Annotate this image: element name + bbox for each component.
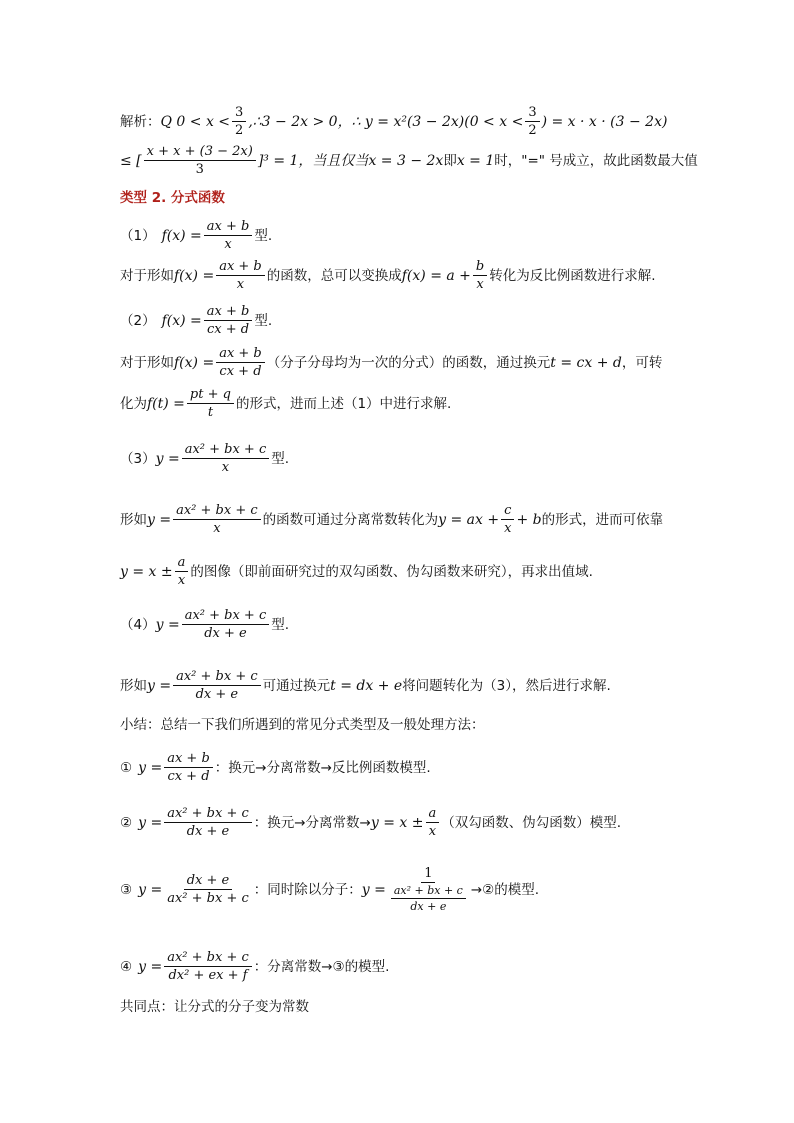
type2-description-2: 化为 f(t) = $\frac{pt + q}{t}$ 的形式，进而上述（1）中进行求解.	[120, 387, 452, 420]
analysis-math-3: ) = x · x · (3 − 2x)	[541, 113, 668, 130]
analysis-math-1: Q 0 < x <	[160, 113, 231, 130]
summary-item-2: ② y = $\frac{\text{ax² + bx + c}}{dx + e}$ ：换元→分离常数→ y = x ± $\frac{a}{x}$ （双勾函数、伪勾函数）模型.	[120, 806, 622, 839]
analysis-label: 解析：	[120, 113, 161, 130]
type3-heading: （3） y = $\frac{\text{ax² + bx + c}}{x}$ 型.	[120, 442, 290, 475]
section-title: 类型 2. 分式函数	[120, 190, 225, 206]
type3-description: 形如 y = $\frac{\text{ax² + bx + c}}{x}$ 的函数可通过分离常数转化为 y = ax + $\frac{c}{x}$ + b 的形式，进而可依靠	[120, 503, 664, 536]
analysis-line-1	[120, 105, 667, 138]
type4-heading: （4） y = $\frac{\text{ax² + bx + c}}{dx + e}$ 型.	[120, 608, 290, 641]
common-point: 共同点：让分式的分子变为常数	[120, 999, 309, 1015]
type2-heading: （2） f(x) = $\frac{ax + b}{cx + d}$ 型.	[120, 304, 273, 337]
summary-title: 小结：总结一下我们所遇到的常见分式类型及一般处理方法：	[120, 717, 485, 733]
type1-heading: （1） f(x) = $\frac{ax + b}{x}$ 型.	[120, 219, 273, 252]
analysis-line-2: ≤ [ $\frac{x + x + (3 - 2x)}{3}$ ]³ = 1，当且仅当 x = 3 − 2x 即 x = 1 时，"=" 号成立，故此函数最大值	[120, 144, 698, 177]
fraction-3-2-b: $\frac{3}{2}$	[525, 105, 539, 138]
summary-item-3: ③ y = $\frac{dx + e}{\text{ax² + bx + c}}$ ：同时除以分子： y = $\frac{1}{\frac{\text{ax² + bx + c}}{dx + e}}$ →②的模型.	[120, 866, 540, 913]
summary-item-1: ① y = $\frac{ax + b}{cx + d}$ ：换元→分离常数→反比例函数模型.	[120, 751, 431, 784]
type3-description-2: y = x ± $\frac{a}{x}$ 的图像（即前面研究过的双勾函数、伪勾函数来研究），再求出值域.	[120, 555, 593, 588]
type4-description: 形如 y = $\frac{\text{ax² + bx + c}}{dx + e}$ 可通过换元 t = dx + e 将问题转化为（3），然后进行求解.	[120, 669, 611, 702]
type1-description: 对于形如 f(x) = $\frac{ax + b}{x}$ 的函数，总可以变换成 f(x) = a + $\frac{b}{x}$ 转化为反比例函数进行求解.	[120, 259, 656, 292]
fraction-am-gm: $\frac{x + x + (3 - 2x)}{3}$	[144, 144, 256, 177]
nested-fraction: $\frac{1}{\frac{\text{ax² + bx + c}}{dx + e}}$	[388, 866, 469, 913]
fraction-3-2: $\frac{3}{2}$	[232, 105, 246, 138]
type2-description: 对于形如 f(x) = $\frac{ax + b}{cx + d}$ （分子分母均为一次的分式）的函数，通过换元 t = cx + d ，可转	[120, 346, 663, 379]
analysis-math-2: ,∴3 − 2x > 0，∴ y = x²(3 − 2x)(0 < x <	[248, 113, 524, 130]
summary-item-4: ④ y = $\frac{\text{ax² + bx + c}}{\text{dx² + ex + f}}$ ：分离常数→③的模型.	[120, 950, 390, 983]
